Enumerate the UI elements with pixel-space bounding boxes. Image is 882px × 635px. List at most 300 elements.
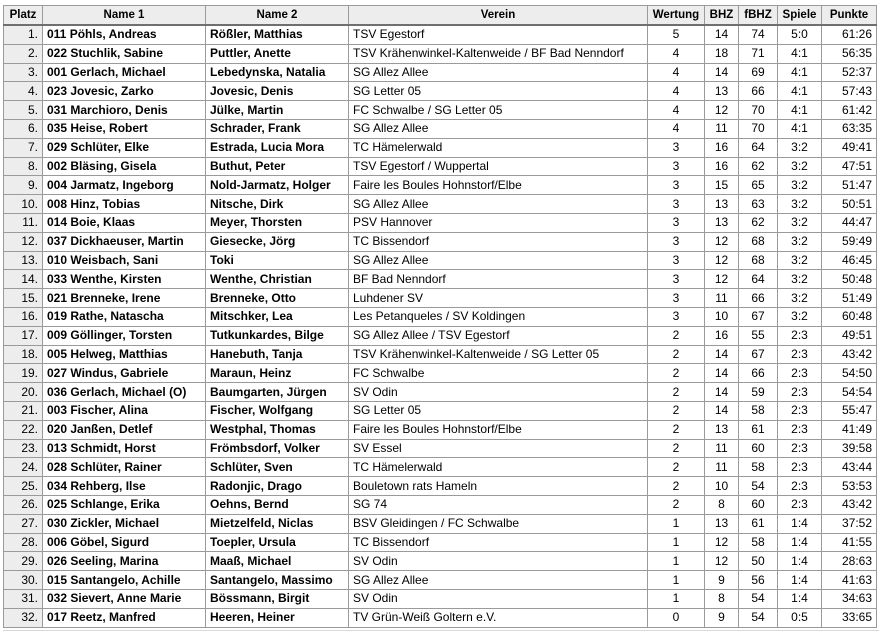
cell-wertung: 4 xyxy=(648,63,705,82)
cell-verein: PSV Hannover xyxy=(349,213,648,232)
cell-name2: Buthut, Peter xyxy=(206,157,349,176)
cell-verein: SG Allez Allee xyxy=(349,571,648,590)
cell-punkte: 34:63 xyxy=(822,589,877,608)
cell-wertung: 3 xyxy=(648,195,705,214)
cell-fbhz: 70 xyxy=(739,101,778,120)
cell-name1: 036 Gerlach, Michael (O) xyxy=(43,383,206,402)
cell-punkte: 49:51 xyxy=(822,326,877,345)
cell-wertung: 3 xyxy=(648,138,705,157)
cell-verein: Bouletown rats Hameln xyxy=(349,477,648,496)
cell-wertung: 2 xyxy=(648,458,705,477)
cell-name1: 009 Göllinger, Torsten xyxy=(43,326,206,345)
cell-fbhz: 66 xyxy=(739,289,778,308)
cell-spiele: 2:3 xyxy=(778,383,822,402)
cell-punkte: 46:45 xyxy=(822,251,877,270)
cell-bhz: 14 xyxy=(705,63,739,82)
cell-verein: SV Odin xyxy=(349,589,648,608)
cell-wertung: 1 xyxy=(648,533,705,552)
cell-platz: 8. xyxy=(4,157,43,176)
table-row xyxy=(4,364,877,383)
cell-spiele: 1:4 xyxy=(778,514,822,533)
cell-platz: 32. xyxy=(4,608,43,627)
cell-punkte: 43:44 xyxy=(822,458,877,477)
cell-platz: 9. xyxy=(4,176,43,195)
cell-name1: 002 Bläsing, Gisela xyxy=(43,157,206,176)
cell-spiele: 3:2 xyxy=(778,289,822,308)
sheet-gridline xyxy=(3,630,879,631)
cell-punkte: 43:42 xyxy=(822,345,877,364)
cell-bhz: 8 xyxy=(705,589,739,608)
cell-name2: Frömbsdorf, Volker xyxy=(206,439,349,458)
cell-fbhz: 61 xyxy=(739,420,778,439)
cell-fbhz: 62 xyxy=(739,157,778,176)
cell-bhz: 15 xyxy=(705,176,739,195)
cell-platz: 13. xyxy=(4,251,43,270)
cell-name1: 010 Weisbach, Sani xyxy=(43,251,206,270)
cell-platz: 25. xyxy=(4,477,43,496)
cell-punkte: 53:53 xyxy=(822,477,877,496)
cell-platz: 26. xyxy=(4,495,43,514)
cell-spiele: 1:4 xyxy=(778,533,822,552)
cell-spiele: 2:3 xyxy=(778,458,822,477)
cell-name1: 031 Marchioro, Denis xyxy=(43,101,206,120)
cell-spiele: 3:2 xyxy=(778,176,822,195)
cell-punkte: 61:26 xyxy=(822,25,877,44)
cell-spiele: 4:1 xyxy=(778,82,822,101)
col-header-fbhz: fBHZ xyxy=(739,6,778,26)
table-row xyxy=(4,251,877,270)
cell-name2: Meyer, Thorsten xyxy=(206,213,349,232)
table-row xyxy=(4,439,877,458)
table-row xyxy=(4,25,877,44)
cell-verein: TSV Krähenwinkel-Kaltenweide / BF Bad Nenndorf xyxy=(349,44,648,63)
cell-name2: Hanebuth, Tanja xyxy=(206,345,349,364)
cell-fbhz: 56 xyxy=(739,571,778,590)
cell-name2: Santangelo, Massimo xyxy=(206,571,349,590)
cell-punkte: 41:49 xyxy=(822,420,877,439)
cell-verein: BSV Gleidingen / FC Schwalbe xyxy=(349,514,648,533)
cell-name2: Mietzelfeld, Niclas xyxy=(206,514,349,533)
cell-platz: 27. xyxy=(4,514,43,533)
cell-wertung: 3 xyxy=(648,270,705,289)
cell-platz: 16. xyxy=(4,307,43,326)
cell-spiele: 1:4 xyxy=(778,552,822,571)
cell-punkte: 56:35 xyxy=(822,44,877,63)
cell-name2: Lebedynska, Natalia xyxy=(206,63,349,82)
cell-verein: SG Allez Allee xyxy=(349,251,648,270)
cell-bhz: 13 xyxy=(705,195,739,214)
cell-bhz: 16 xyxy=(705,157,739,176)
cell-platz: 17. xyxy=(4,326,43,345)
cell-name1: 011 Pöhls, Andreas xyxy=(43,25,206,44)
cell-name1: 022 Stuchlik, Sabine xyxy=(43,44,206,63)
cell-spiele: 1:4 xyxy=(778,571,822,590)
cell-spiele: 2:3 xyxy=(778,364,822,383)
cell-punkte: 51:47 xyxy=(822,176,877,195)
cell-fbhz: 69 xyxy=(739,63,778,82)
cell-verein: SV Odin xyxy=(349,552,648,571)
cell-name2: Giesecke, Jörg xyxy=(206,232,349,251)
cell-spiele: 2:3 xyxy=(778,401,822,420)
cell-bhz: 11 xyxy=(705,119,739,138)
cell-spiele: 2:3 xyxy=(778,477,822,496)
cell-platz: 18. xyxy=(4,345,43,364)
cell-punkte: 59:49 xyxy=(822,232,877,251)
cell-verein: SG Allez Allee xyxy=(349,63,648,82)
cell-wertung: 2 xyxy=(648,364,705,383)
cell-fbhz: 67 xyxy=(739,345,778,364)
table-row xyxy=(4,477,877,496)
cell-spiele: 3:2 xyxy=(778,213,822,232)
cell-spiele: 3:2 xyxy=(778,232,822,251)
cell-fbhz: 58 xyxy=(739,533,778,552)
cell-wertung: 1 xyxy=(648,589,705,608)
table-row xyxy=(4,552,877,571)
cell-name2: Jülke, Martin xyxy=(206,101,349,120)
cell-fbhz: 70 xyxy=(739,119,778,138)
cell-wertung: 3 xyxy=(648,289,705,308)
cell-fbhz: 68 xyxy=(739,232,778,251)
cell-fbhz: 61 xyxy=(739,514,778,533)
table-row xyxy=(4,157,877,176)
table-row xyxy=(4,270,877,289)
cell-verein: Faire les Boules Hohnstorf/Elbe xyxy=(349,420,648,439)
col-header-name2: Name 2 xyxy=(206,6,349,26)
cell-spiele: 2:3 xyxy=(778,495,822,514)
cell-verein: TC Bissendorf xyxy=(349,232,648,251)
table-row xyxy=(4,119,877,138)
cell-fbhz: 58 xyxy=(739,401,778,420)
table-row xyxy=(4,289,877,308)
cell-name1: 030 Zickler, Michael xyxy=(43,514,206,533)
cell-punkte: 49:41 xyxy=(822,138,877,157)
cell-bhz: 13 xyxy=(705,420,739,439)
cell-wertung: 3 xyxy=(648,251,705,270)
cell-punkte: 33:65 xyxy=(822,608,877,627)
cell-name2: Puttler, Anette xyxy=(206,44,349,63)
cell-spiele: 3:2 xyxy=(778,195,822,214)
cell-name1: 037 Dickhaeuser, Martin xyxy=(43,232,206,251)
cell-fbhz: 58 xyxy=(739,458,778,477)
table-row xyxy=(4,571,877,590)
cell-name2: Mitschker, Lea xyxy=(206,307,349,326)
cell-platz: 5. xyxy=(4,101,43,120)
cell-bhz: 13 xyxy=(705,82,739,101)
cell-wertung: 1 xyxy=(648,571,705,590)
cell-wertung: 2 xyxy=(648,420,705,439)
cell-punkte: 43:42 xyxy=(822,495,877,514)
cell-name1: 003 Fischer, Alina xyxy=(43,401,206,420)
cell-fbhz: 60 xyxy=(739,495,778,514)
cell-spiele: 4:1 xyxy=(778,101,822,120)
cell-fbhz: 60 xyxy=(739,439,778,458)
cell-punkte: 60:48 xyxy=(822,307,877,326)
cell-wertung: 2 xyxy=(648,326,705,345)
cell-bhz: 16 xyxy=(705,138,739,157)
cell-platz: 29. xyxy=(4,552,43,571)
table-row xyxy=(4,44,877,63)
cell-fbhz: 63 xyxy=(739,195,778,214)
cell-name2: Estrada, Lucia Mora xyxy=(206,138,349,157)
cell-name1: 025 Schlange, Erika xyxy=(43,495,206,514)
cell-platz: 14. xyxy=(4,270,43,289)
cell-spiele: 2:3 xyxy=(778,345,822,364)
cell-name1: 004 Jarmatz, Ingeborg xyxy=(43,176,206,195)
cell-bhz: 14 xyxy=(705,25,739,44)
cell-name1: 013 Schmidt, Horst xyxy=(43,439,206,458)
cell-verein: Luhdener SV xyxy=(349,289,648,308)
cell-bhz: 12 xyxy=(705,101,739,120)
cell-name2: Jovesic, Denis xyxy=(206,82,349,101)
cell-fbhz: 64 xyxy=(739,270,778,289)
cell-fbhz: 54 xyxy=(739,608,778,627)
col-header-bhz: BHZ xyxy=(705,6,739,26)
cell-fbhz: 55 xyxy=(739,326,778,345)
cell-verein: SV Odin xyxy=(349,383,648,402)
table-row xyxy=(4,383,877,402)
cell-platz: 24. xyxy=(4,458,43,477)
col-header-verein: Verein xyxy=(349,6,648,26)
cell-name1: 032 Sievert, Anne Marie xyxy=(43,589,206,608)
cell-platz: 19. xyxy=(4,364,43,383)
col-header-punkte: Punkte xyxy=(822,6,877,26)
cell-fbhz: 66 xyxy=(739,364,778,383)
cell-name2: Toepler, Ursula xyxy=(206,533,349,552)
cell-name1: 028 Schlüter, Rainer xyxy=(43,458,206,477)
cell-spiele: 3:2 xyxy=(778,307,822,326)
cell-verein: SG Allez Allee xyxy=(349,119,648,138)
cell-verein: TC Hämelerwald xyxy=(349,138,648,157)
cell-bhz: 18 xyxy=(705,44,739,63)
col-header-platz: Platz xyxy=(4,6,43,26)
cell-name2: Maaß, Michael xyxy=(206,552,349,571)
cell-name2: Heeren, Heiner xyxy=(206,608,349,627)
table-row xyxy=(4,533,877,552)
standings-table xyxy=(3,5,877,628)
cell-fbhz: 54 xyxy=(739,477,778,496)
cell-name2: Bössmann, Birgit xyxy=(206,589,349,608)
cell-punkte: 28:63 xyxy=(822,552,877,571)
cell-wertung: 3 xyxy=(648,213,705,232)
cell-bhz: 10 xyxy=(705,307,739,326)
table-row xyxy=(4,82,877,101)
cell-verein: TC Bissendorf xyxy=(349,533,648,552)
cell-fbhz: 64 xyxy=(739,138,778,157)
cell-wertung: 3 xyxy=(648,307,705,326)
cell-name1: 023 Jovesic, Zarko xyxy=(43,82,206,101)
cell-fbhz: 54 xyxy=(739,589,778,608)
col-header-spiele: Spiele xyxy=(778,6,822,26)
table-row xyxy=(4,514,877,533)
cell-wertung: 2 xyxy=(648,401,705,420)
cell-name1: 006 Göbel, Sigurd xyxy=(43,533,206,552)
cell-fbhz: 62 xyxy=(739,213,778,232)
cell-fbhz: 59 xyxy=(739,383,778,402)
cell-platz: 7. xyxy=(4,138,43,157)
cell-bhz: 12 xyxy=(705,270,739,289)
cell-spiele: 2:3 xyxy=(778,326,822,345)
table-row xyxy=(4,101,877,120)
cell-punkte: 44:47 xyxy=(822,213,877,232)
cell-bhz: 14 xyxy=(705,345,739,364)
cell-name2: Nold-Jarmatz, Holger xyxy=(206,176,349,195)
table-row xyxy=(4,458,877,477)
cell-bhz: 16 xyxy=(705,326,739,345)
cell-punkte: 54:50 xyxy=(822,364,877,383)
table-row xyxy=(4,589,877,608)
cell-verein: TV Grün-Weiß Goltern e.V. xyxy=(349,608,648,627)
table-row xyxy=(4,495,877,514)
table-row xyxy=(4,401,877,420)
cell-fbhz: 66 xyxy=(739,82,778,101)
col-header-name1: Name 1 xyxy=(43,6,206,26)
cell-wertung: 4 xyxy=(648,119,705,138)
cell-punkte: 57:43 xyxy=(822,82,877,101)
cell-platz: 4. xyxy=(4,82,43,101)
cell-name1: 008 Hinz, Tobias xyxy=(43,195,206,214)
table-row xyxy=(4,213,877,232)
cell-fbhz: 67 xyxy=(739,307,778,326)
cell-fbhz: 65 xyxy=(739,176,778,195)
cell-bhz: 14 xyxy=(705,401,739,420)
cell-fbhz: 71 xyxy=(739,44,778,63)
cell-wertung: 5 xyxy=(648,25,705,44)
cell-spiele: 3:2 xyxy=(778,251,822,270)
cell-platz: 30. xyxy=(4,571,43,590)
cell-name1: 029 Schlüter, Elke xyxy=(43,138,206,157)
table-row xyxy=(4,63,877,82)
cell-name2: Wenthe, Christian xyxy=(206,270,349,289)
table-row xyxy=(4,195,877,214)
table-row xyxy=(4,420,877,439)
cell-punkte: 54:54 xyxy=(822,383,877,402)
cell-punkte: 47:51 xyxy=(822,157,877,176)
cell-verein: FC Schwalbe / SG Letter 05 xyxy=(349,101,648,120)
table-row xyxy=(4,326,877,345)
cell-name1: 033 Wenthe, Kirsten xyxy=(43,270,206,289)
cell-bhz: 9 xyxy=(705,571,739,590)
cell-name2: Maraun, Heinz xyxy=(206,364,349,383)
cell-verein: TSV Krähenwinkel-Kaltenweide / SG Letter 05 xyxy=(349,345,648,364)
cell-bhz: 12 xyxy=(705,552,739,571)
cell-spiele: 4:1 xyxy=(778,63,822,82)
cell-punkte: 50:48 xyxy=(822,270,877,289)
cell-name2: Schrader, Frank xyxy=(206,119,349,138)
cell-verein: TSV Egestorf xyxy=(349,25,648,44)
table-row xyxy=(4,176,877,195)
cell-spiele: 3:2 xyxy=(778,138,822,157)
cell-name2: Fischer, Wolfgang xyxy=(206,401,349,420)
cell-platz: 15. xyxy=(4,289,43,308)
table-row xyxy=(4,307,877,326)
cell-name1: 020 Janßen, Detlef xyxy=(43,420,206,439)
cell-bhz: 10 xyxy=(705,477,739,496)
cell-name1: 021 Brenneke, Irene xyxy=(43,289,206,308)
cell-platz: 28. xyxy=(4,533,43,552)
cell-wertung: 3 xyxy=(648,176,705,195)
cell-platz: 21. xyxy=(4,401,43,420)
cell-punkte: 41:63 xyxy=(822,571,877,590)
table-row xyxy=(4,608,877,627)
cell-verein: Faire les Boules Hohnstorf/Elbe xyxy=(349,176,648,195)
cell-platz: 12. xyxy=(4,232,43,251)
cell-name2: Westphal, Thomas xyxy=(206,420,349,439)
cell-punkte: 63:35 xyxy=(822,119,877,138)
cell-name1: 017 Reetz, Manfred xyxy=(43,608,206,627)
table-header xyxy=(4,6,877,26)
cell-spiele: 4:1 xyxy=(778,44,822,63)
cell-platz: 11. xyxy=(4,213,43,232)
cell-verein: BF Bad Nenndorf xyxy=(349,270,648,289)
cell-name1: 015 Santangelo, Achille xyxy=(43,571,206,590)
cell-spiele: 2:3 xyxy=(778,420,822,439)
cell-wertung: 2 xyxy=(648,439,705,458)
cell-name2: Oehns, Bernd xyxy=(206,495,349,514)
cell-punkte: 55:47 xyxy=(822,401,877,420)
cell-punkte: 39:58 xyxy=(822,439,877,458)
cell-name1: 035 Heise, Robert xyxy=(43,119,206,138)
cell-wertung: 2 xyxy=(648,477,705,496)
cell-spiele: 2:3 xyxy=(778,439,822,458)
cell-fbhz: 50 xyxy=(739,552,778,571)
cell-platz: 22. xyxy=(4,420,43,439)
cell-wertung: 1 xyxy=(648,552,705,571)
cell-name1: 034 Rehberg, Ilse xyxy=(43,477,206,496)
cell-name2: Nitsche, Dirk xyxy=(206,195,349,214)
cell-punkte: 37:52 xyxy=(822,514,877,533)
cell-bhz: 11 xyxy=(705,439,739,458)
cell-wertung: 2 xyxy=(648,495,705,514)
cell-bhz: 13 xyxy=(705,213,739,232)
cell-wertung: 2 xyxy=(648,345,705,364)
cell-spiele: 3:2 xyxy=(778,270,822,289)
cell-bhz: 12 xyxy=(705,251,739,270)
cell-name2: Baumgarten, Jürgen xyxy=(206,383,349,402)
cell-verein: SG Letter 05 xyxy=(349,401,648,420)
cell-platz: 20. xyxy=(4,383,43,402)
cell-platz: 23. xyxy=(4,439,43,458)
cell-name1: 019 Rathe, Natascha xyxy=(43,307,206,326)
cell-name1: 026 Seeling, Marina xyxy=(43,552,206,571)
cell-platz: 1. xyxy=(4,25,43,44)
cell-fbhz: 74 xyxy=(739,25,778,44)
cell-name2: Radonjic, Drago xyxy=(206,477,349,496)
table-body xyxy=(4,25,877,627)
table-row xyxy=(4,138,877,157)
cell-name2: Toki xyxy=(206,251,349,270)
cell-wertung: 4 xyxy=(648,82,705,101)
cell-verein: TC Hämelerwald xyxy=(349,458,648,477)
cell-name2: Brenneke, Otto xyxy=(206,289,349,308)
cell-spiele: 1:4 xyxy=(778,589,822,608)
cell-name1: 001 Gerlach, Michael xyxy=(43,63,206,82)
cell-spiele: 5:0 xyxy=(778,25,822,44)
cell-name2: Schlüter, Sven xyxy=(206,458,349,477)
cell-punkte: 41:55 xyxy=(822,533,877,552)
cell-wertung: 3 xyxy=(648,157,705,176)
cell-platz: 3. xyxy=(4,63,43,82)
cell-wertung: 4 xyxy=(648,101,705,120)
cell-platz: 6. xyxy=(4,119,43,138)
cell-platz: 31. xyxy=(4,589,43,608)
cell-name1: 014 Boie, Klaas xyxy=(43,213,206,232)
cell-bhz: 13 xyxy=(705,514,739,533)
cell-verein: Les Petanqueles / SV Koldingen xyxy=(349,307,648,326)
cell-verein: SV Essel xyxy=(349,439,648,458)
cell-bhz: 8 xyxy=(705,495,739,514)
cell-bhz: 14 xyxy=(705,364,739,383)
cell-punkte: 52:37 xyxy=(822,63,877,82)
